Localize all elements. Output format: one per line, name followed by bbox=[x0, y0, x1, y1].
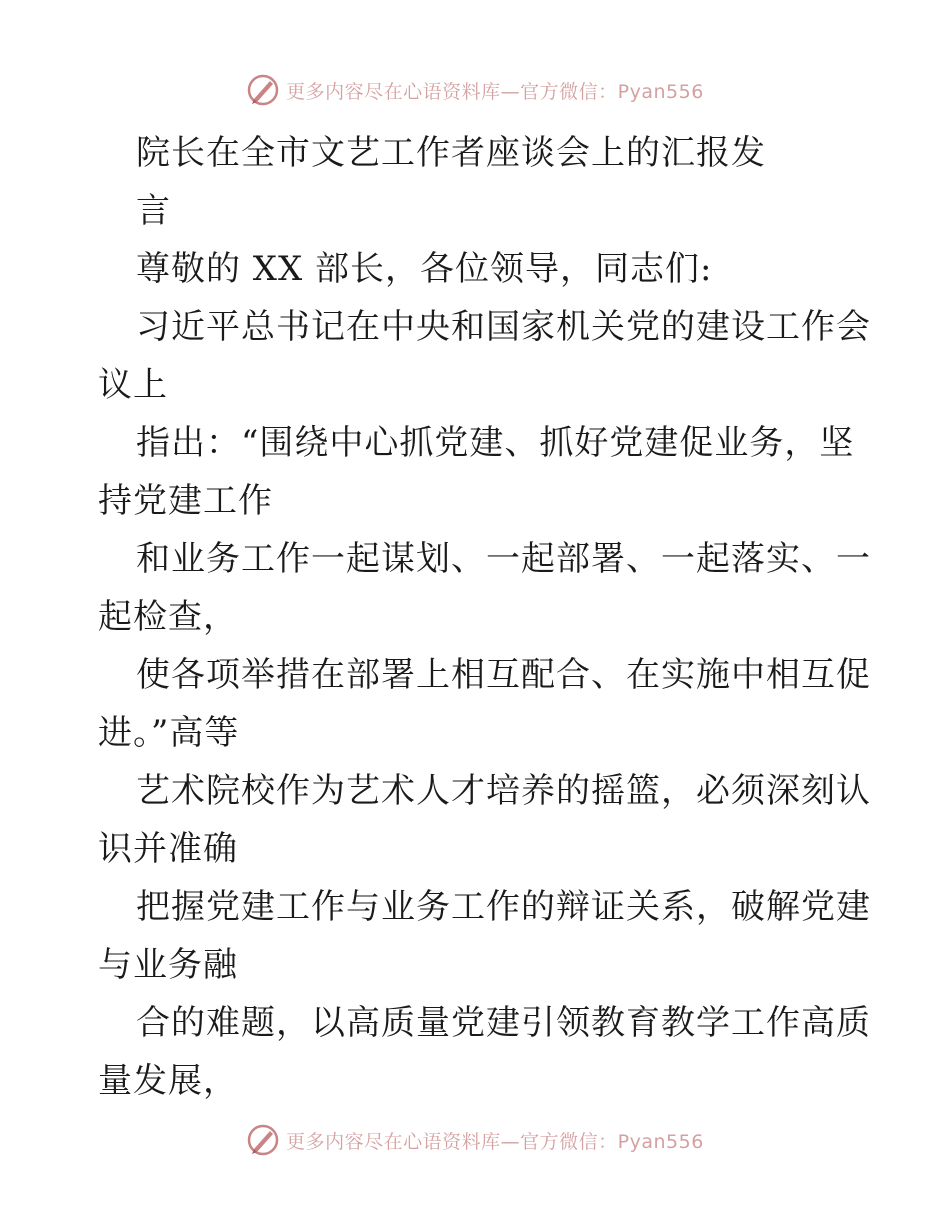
text-line: 进。”高等 bbox=[98, 713, 240, 753]
document-body bbox=[98, 124, 871, 1110]
header-watermark bbox=[0, 70, 950, 110]
text-line: 起检查， bbox=[98, 597, 238, 637]
text-line: 识并准确 bbox=[98, 829, 238, 869]
pen-logo-icon bbox=[246, 73, 280, 107]
watermark-text: 更多内容尽在心语资料库—官方微信：Pyan556 bbox=[286, 1130, 704, 1153]
pen-logo-icon bbox=[246, 1123, 280, 1157]
text-line: 习近平总书记在中央和国家机关党的建设工作会 bbox=[136, 307, 871, 347]
text-line: 持党建工作 bbox=[98, 481, 273, 521]
text-line: 量发展， bbox=[98, 1061, 238, 1101]
text-line: 与业务融 bbox=[98, 945, 238, 985]
footer-watermark bbox=[0, 1120, 950, 1160]
text-line: 尊敬的 XX 部长，各位领导，同志们: bbox=[136, 249, 713, 289]
text-line: 言 bbox=[136, 191, 171, 231]
text-line: 合的难题，以高质量党建引领教育教学工作高质 bbox=[136, 1003, 871, 1043]
text-line: 议上 bbox=[98, 365, 168, 405]
text-line: 和业务工作一起谋划、一起部署、一起落实、一 bbox=[136, 539, 871, 579]
text-line: 艺术院校作为艺术人才培养的摇篮，必须深刻认 bbox=[136, 771, 871, 811]
text-line: 把握党建工作与业务工作的辩证关系，破解党建 bbox=[136, 887, 871, 927]
text-line: 使各项举措在部署上相互配合、在实施中相互促 bbox=[136, 655, 871, 695]
text-line: 院长在全市文艺工作者座谈会上的汇报发 bbox=[136, 133, 766, 173]
watermark-text: 更多内容尽在心语资料库—官方微信：Pyan556 bbox=[286, 80, 704, 103]
text-line: 指出：“围绕中心抓党建、抓好党建促业务，坚 bbox=[136, 423, 855, 463]
